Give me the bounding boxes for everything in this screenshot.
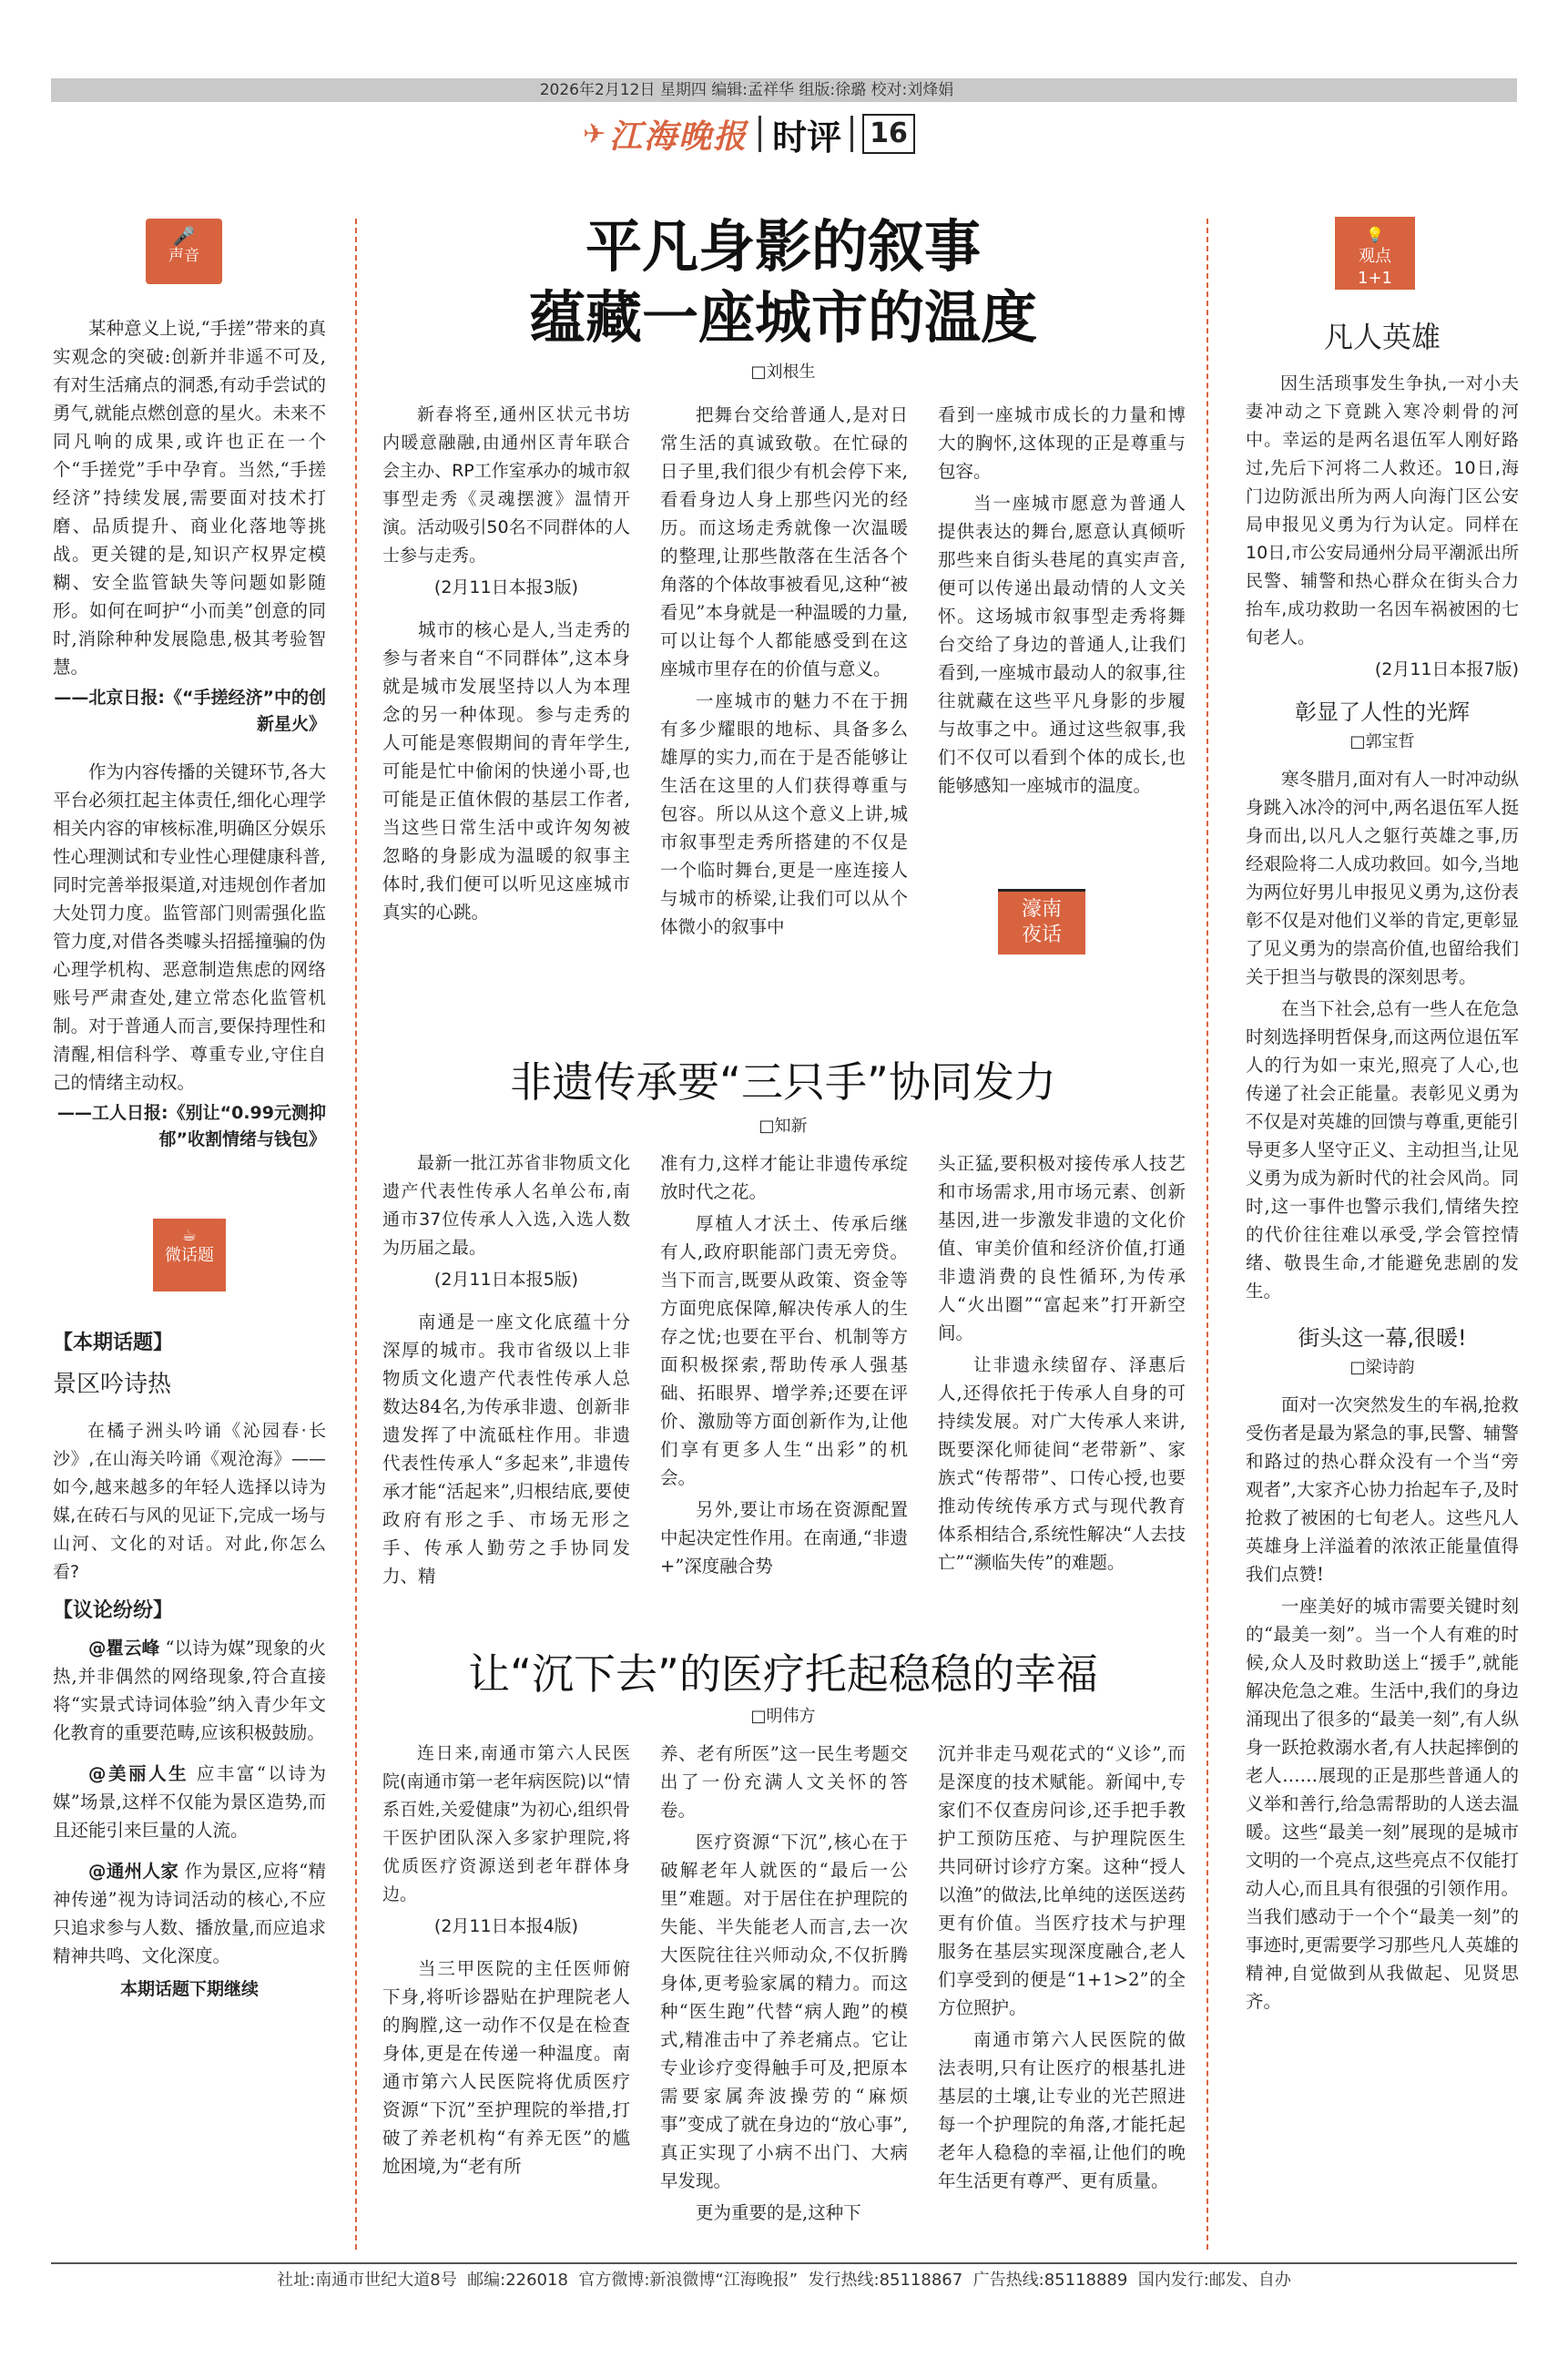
news-summary: 连日来,南通市第六人民医院(南通市第一老年病医院)以“情系百姓,关爱健康”为初心,组织骨干医护团队深入多家护理院,将优质医疗资源送到老年群体身边。 [382, 1743, 630, 1904]
column-divider [1207, 219, 1208, 2250]
topic-heading: 【本期话题】 [53, 1332, 174, 1354]
dateline: 2026年2月12日 星期四 编辑:孟祥华 组版:徐璐 校对:刘烽娟 [539, 81, 954, 99]
quote-text: 作为内容传播的关键环节,各大平台必须扛起主体责任,细化心理学相关内容的审核标准,明确区分娱乐性心理测试和专业性心理健康科普,同时完善举报渠道,对违规创作者加大处罚力度。监管部门则需强化监管力度,对借各类噱头招摇撞骗的伪心理学机构、恶意制造焦虑的网络账号严肃查处,建立常态化监管机制。对于普通人而言,要保持理性和清醒,相信科学、尊重专业,守住自己的情绪主动权。 [53, 761, 326, 1093]
right-column: 凡人英雄 因生活琐事发生争执,一对小夫妻冲动之下竟跳入寒冷刺骨的河中。幸运的是两名退伍军人刚好路过,先后下河将二人救还。10日,海门边防派出所为两人向海门区公安局申报见义勇为行为认定。同样在10日,市公安局通州分局平潮派出所民警、辅警和热心群众在街头合力抬车,成功救助一名因车祸被困的七旬老人。 (2月11日本报7版) 彰显了人性的光辉 □郭宝哲 寒冬腊月,面对有人一时冲动纵身跳入冰冷的河中,两名退伍军人挺身而出,以凡人之躯行英雄之事,历经艰险将二人成功救回。如今,当地为两位好男儿申报见义勇为,这份表彰不仅是对他们义举的肯定,更彰显了见义勇为的崇高价值,也留给我们关于担当与敬畏的深刻思考。 在当下社会,总有一些人在危急时刻选择明哲保身,而这两位退伍军人的行为如一束光,照亮了人心,也传递了社会正能量。表彰见义勇为不仅是对英雄的回馈与尊重,更能引导更多人坚守正义、主动担当,让见义勇为成为新时代的社会风尚。同时,这一事件也警示我们,情绪失控的代价往往难以承受,学会管控情绪、敬畏生命,才能避免悲剧的发生。 街头这一幕,很暖! □梁诗韵 面对一次突然发生的车祸,抢救受伤者是最为紧急的事,民警、辅警和路过的热心群众没有一个当“旁观者”,大家齐心协力抬起车子,及时抢救了被困的七旬老人。这些凡人英雄身上洋溢着的浓浓正能量值得我们点赞! 一座美好的城市需要关键时刻的“最美一刻”。当一个人有难的时候,众人及时救助送上“援手”,就能解决危急之难。生活中,我们的身边涌现出了很多的“最美一刻”,有人纵身一跃抢救溺水者,有人扶起摔倒的老人……展现的正是那些普通人的义举和善行,给急需帮助的人送去温暖。这些“最美一刻”展现的是城市文明的一个亮点,这些亮点不仅能打动人心,而且具有很强的引领作用。当我们感动于一个个“最美一刻”的事迹时,更需要学习那些凡人英雄的精神,自觉做到从我做起、见贤思齐。 [1246, 317, 1519, 2239]
footer-info: 社址:南通市世纪大道8号 邮编:226018 官方微博:新浪微博“江海晚报” 发行热线:85118867 广告热线:85118889 国内发行:邮发、自办 [277, 2271, 1291, 2290]
article3-col2: 养、老有所医”这一民生考题交出了一份充满人文关怀的答卷。 医疗资源“下沉”,核心在于破解老年人就医的“最后一公里”难题。对于居住在护理院的失能、半失能老人而言,去一次大医院往往兴师动众,不仅折腾身体,更考验家属的精力。而这种“医生跑”代替“病人跑”的模式,精准击中了养老痛点。它让专业诊疗变得触手可及,把原本需要家属奔波操劳的“麻烦事”变成了就在身边的“放心事”,真正实现了小病不出门、大病早发现。 更为重要的是,这种下 [660, 1743, 908, 2223]
comment-author: @美丽人生 [88, 1763, 189, 1784]
article3-col1: 连日来,南通市第六人民医院(南通市第一老年病医院)以“情系百姓,关爱健康”为初心,组织骨干医护团队深入多家护理院,将优质医疗资源送到老年群体身边。 (2月11日本报4版) 当三甲医院的主任医师俯下身,将听诊器贴在护理院老人的胸膛,这一动作不仅是在检查身体,更是在传递一种温度。南通市第六人民医院将优质医疗资源“下沉”至护理院的举措,打破了养老机构“有养无医”的尴尬困境,为“老有所 [382, 1740, 630, 2250]
topic-title: 景区吟诗热 [53, 1371, 172, 1398]
night-talk-tag: 濠南夜话 [998, 889, 1085, 954]
article1-col3: 看到一座城市成长的力量和博大的胸怀,这体现的正是尊重与包容。 当一座城市愿意为普通人提供表达的舞台,愿意认真倾听那些来自街头巷尾的真实声音,便可以传递出最动情的人文关怀。这场城市叙事型走秀将舞台交给了身边的普通人,让我们看到,一座城市最动人的叙事,往往就藏在这些平凡身影的步履与故事之中。通过这些叙事,我们不仅可以看到个体的成长,也能够感知一座城市的温度。 [938, 404, 1186, 796]
section-title: 凡人英雄 [1323, 320, 1441, 354]
quote-text: 某种意义上说,“手搓”带来的真实观念的突破:创新并非遥不可及,有对生活痛点的洞悉,有动手尝试的勇气,就能点燃创意的星火。未来不同凡响的成果,或许也正在一个个“手搓党”手中孕育。当然,“手搓经济”持续发展,需要面对技术打磨、品质提升、商业化落地等挑战。更关键的是,知识产权界定模糊、安全监管缺失等问题如影随形。如何在呵护“小而美”创意的同时,消除种种发展隐患,极其考验智慧。 [53, 318, 326, 678]
news-source: (2月11日本报3版) [433, 577, 579, 597]
comment-author: @瞿云峰 [88, 1638, 160, 1659]
article1-col2: 把舞台交给普通人,是对日常生活的真诚致敬。在忙碌的日子里,我们很少有机会停下来,看看身边人身上那些闪光的经历。而这场走秀就像一次温暖的整理,让那些散落在生活各个角落的个体故事被看见,这种“被看见”本身就是一种温暖的力量,可以让每个人都能感受到在这座城市里存在的价值与意义。 一座城市的魅力不在于拥有多少耀眼的地标、具备多么雄厚的实力,而在于是否能够让生活在这里的人们获得尊重与包容。所以从这个意义上讲,城市叙事型走秀所搭建的不仅是一个临时舞台,更是一座连接人与城市的桥梁,让我们可以从个体微小的叙事中 [660, 404, 908, 937]
newspaper-logo-icon: ✈ [583, 117, 606, 150]
article2-col1: 最新一批江苏省非物质文化遗产代表性传承人名单公布,南通市37位传承人入选,入选人数为历届之最。 (2月11日本报5版) 南通是一座文化底蕴十分深厚的城市。我市省级以上非物质文化遗产代表性传承人总数达84名,为传承非遗、创新非遗发挥了中流砥柱作用。非遗代表性传承人“多起来”,非遗传承才能“活起来”,归根结底,要使政府有形之手、市场无形之手、传承人勤劳之手协同发力、精 [382, 1149, 630, 1632]
article-title-line2: 蕴藏一座城市的温度 [528, 284, 1037, 351]
masthead-divider [850, 116, 853, 152]
comment [53, 1857, 326, 1970]
article-title: 非遗传承要“三只手”协同发力 [510, 1057, 1056, 1107]
view-tag: 💡 观点1+1 [1335, 217, 1415, 290]
news-source: (2月11日本报4版) [433, 1916, 579, 1936]
masthead-divider [759, 116, 761, 152]
news-summary: 新春将至,通州区状元书坊内暖意融融,由通州区青年联合会主办、RP工作室承办的城市叙事型走秀《灵魂摆渡》温情开演。活动吸引50名不同群体的人士参与走秀。 [382, 404, 630, 566]
news-source: (2月11日本报5版) [433, 1270, 579, 1290]
left-column [53, 314, 326, 2227]
article-byline: □明伟方 [750, 1707, 816, 1726]
micro-topic-tag: ☕ 微话题 [153, 1219, 226, 1291]
comment [53, 1760, 326, 1844]
article-title: 让“沉下去”的医疗托起稳稳的幸福 [468, 1649, 1098, 1699]
masthead [583, 107, 915, 160]
column-divider [355, 219, 357, 2250]
page-number: 16 [862, 114, 915, 154]
footer-rule [51, 2262, 1517, 2264]
section-name: 时评 [772, 117, 842, 158]
article1-col1: 新春将至,通州区状元书坊内暖意融融,由通州区青年联合会主办、RP工作室承办的城市叙事型走秀《灵魂摆渡》温情开演。活动吸引50名不同群体的人士参与走秀。 (2月11日本报3版) 城市的核心是人,当走秀的参与者来自“不同群体”,这本身就是城市发展坚持以人为本理念的另一种体现。参与走秀的人可能是寒假期间的青年学生,可能是忙中偷闲的快递小哥,也可能是正值休假的基层工作者,当这些日常生活中或许匆匆被忽略的身影成为温暖的叙事主体时,我们便可以听见这座城市真实的心跳。 [382, 401, 630, 1020]
article3-col3: 沉并非走马观花式的“义诊”,而是深度的技术赋能。新闻中,专家们不仅查房问诊,还手把手教护工预防压疮、与护理院医生共同研讨诊疗方案。这种“授人以渔”的做法,比单纯的送医送药更有价值。当医疗技术与护理服务在基层实现深度融合,老人们享受到的便是“1+1>2”的全方位照护。 南通市第六人民医院的做法表明,只有让医疗的根基扎进基层的土壤,让专业的光芒照进每一个护理院的角落,才能托起老年人稳稳的幸福,让他们的晚年生活更有尊严、更有质量。 [938, 1743, 1186, 2191]
comment [53, 1634, 326, 1747]
voice-tag: 🎤 声音 [146, 219, 222, 284]
discussion-heading: 【议论纷纷】 [53, 1599, 174, 1622]
newspaper-name: 江海晚报 [609, 117, 748, 156]
article2-col3: 头正猛,要积极对接传承人技艺和市场需求,用市场元素、创新基因,进一步激发非遗的文化价值、审美价值和经济价值,打通非遗消费的良性循环,为传承人“火出圈”“富起来”打开新空间。 让非遗永续留存、泽惠后人,还得依托于传承人自身的可持续发展。对广大传承人来讲,既要深化师徒间“老带新”、家族式“传帮带”、口传心授,也要推动传统传承方式与现代教育体系相结合,系统性解决“人去技亡”“濒临失传”的难题。 [938, 1153, 1186, 1573]
comment-text: “以诗为媒”现象的火热,并非偶然的网络现象,符合直接将“实景式诗词体验”纳入青少年文化教育的重要范畴,应该积极鼓励。 [53, 1638, 326, 1743]
article-byline: □知新 [759, 1117, 808, 1136]
quote-source: ——北京日报:《“手搓经济”中的创新星火》 [54, 688, 326, 734]
lightbulb-icon: 💡 [1366, 226, 1384, 243]
news-source: (2月11日本报7版) [1374, 659, 1519, 679]
topic-text: 在橘子洲头吟诵《沁园春·长沙》,在山海关吟诵《观沧海》——如今,越来越多的年轻人选择以诗为媒,在砖石与风的见证下,完成一场与山河、文化的对话。对此,你怎么看? [53, 1421, 326, 1582]
byline: □郭宝哲 [1349, 732, 1415, 751]
byline: □梁诗韵 [1349, 1358, 1415, 1377]
news-summary: 因生活琐事发生争执,一对小夫妻冲动之下竟跳入寒冷刺骨的河中。幸运的是两名退伍军人刚好路过,先后下河将二人救还。10日,海门边防派出所为两人向海门区公安局申报见义勇为行为认定。同样在10日,市公安局通州分局平潮派出所民警、辅警和热心群众在街头合力抬车,成功救助一名因车祸被困的七旬老人。 [1246, 373, 1519, 648]
quote-source: ——工人日报:《别让“0.99元测抑郁”收割情绪与钱包》 [57, 1103, 326, 1149]
article-byline: □刘根生 [750, 362, 816, 382]
comment-author: @通州人家 [88, 1861, 179, 1882]
microphone-icon: 🎤 [172, 225, 196, 247]
next-issue-note: 本期话题下期继续 [119, 1979, 259, 1999]
article-title-line1: 平凡身影的叙事 [585, 213, 981, 280]
cup-icon: ☕ [181, 1226, 198, 1245]
comment-text: 应丰富“以诗为媒”场景,这样不仅能为景区造势,而且还能引来巨量的人流。 [53, 1763, 326, 1841]
news-summary: 最新一批江苏省非物质文化遗产代表性传承人名单公布,南通市37位传承人入选,入选人数为历届之最。 [382, 1153, 630, 1258]
subtitle: 街头这一幕,很暖! [1298, 1325, 1467, 1351]
article2-col2: 准有力,这样才能让非遗传承绽放时代之花。 厚植人才沃土、传承后继有人,政府职能部门责无旁贷。当下而言,既要从政策、资金等方面兜底保障,解决传承人的生存之忧;也要在平台、机制等方面积极探索,帮助传承人强基础、拓眼界、增学养;还要在评价、激励等方面创新作为,让他们享有更多人生“出彩”的机会。 另外,要让市场在资源配置中起决定性作用。在南通,“非遗+”深度融合势 [660, 1153, 908, 1577]
subtitle: 彰显了人性的光辉 [1295, 699, 1470, 725]
comment-text: 作为景区,应将“精神传递”视为诗词活动的核心,不应只追求参与人数、播放量,而应追求精神共鸣、文化深度。 [53, 1861, 326, 1966]
